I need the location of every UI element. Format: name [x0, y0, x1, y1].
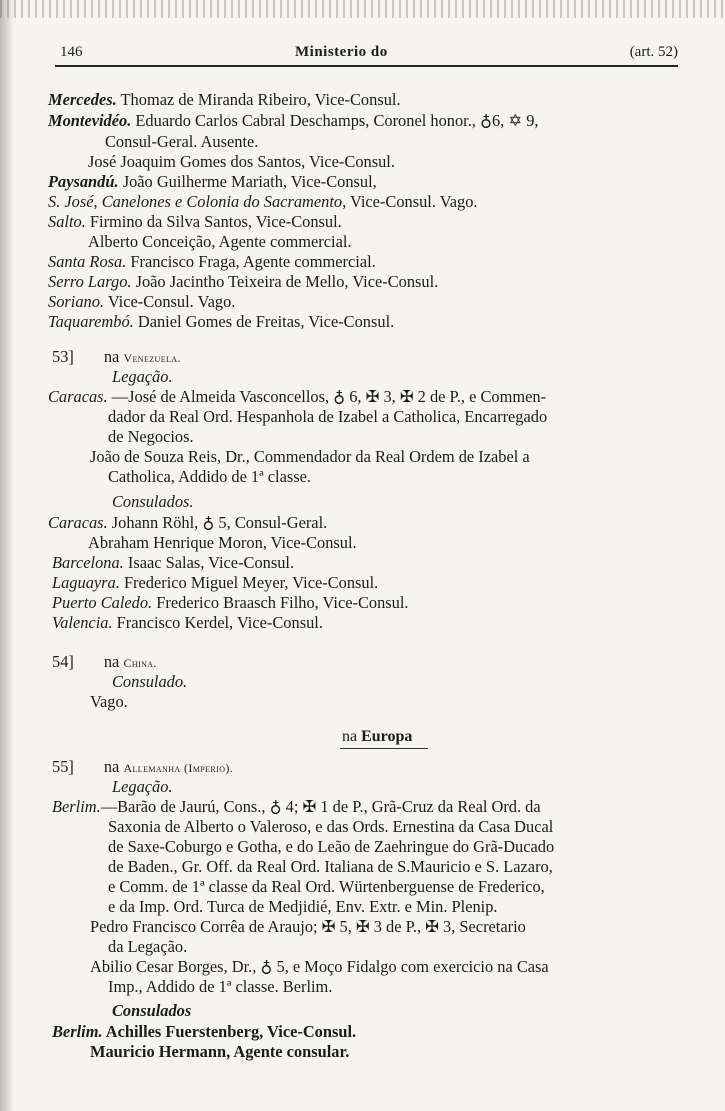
- entry-line: e Comm. de 1ª classe da Real Ord. Würtenberguense de Frederico,: [108, 877, 545, 896]
- subheading: Consulados: [112, 1001, 192, 1020]
- entry-line: da Legação.: [108, 937, 188, 956]
- entry-line: Catholica, Addido de 1ª classe.: [108, 467, 311, 486]
- print-noise-top: [0, 0, 725, 18]
- entry-line: Paysandú. João Guilherme Mariath, Vice-Consul,: [48, 172, 377, 191]
- entry-line: Serro Largo. João Jacintho Teixeira de Mello, Vice-Consul.: [48, 272, 439, 291]
- subheading: Legação.: [112, 367, 173, 386]
- entry-line: Puerto Caledo. Frederico Braasch Filho, Vice-Consul.: [52, 593, 409, 612]
- subheading: Legação.: [112, 777, 173, 796]
- entry-line: Laguayra. Frederico Miguel Meyer, Vice-Consul.: [52, 573, 379, 592]
- entry-line: João de Souza Reis, Dr., Commendador da Real Ordem de Izabel a: [90, 447, 530, 466]
- entry-line: de Negocios.: [108, 427, 194, 446]
- entry-line: Mercedes. Thomaz de Miranda Ribeiro, Vice-Consul.: [48, 90, 401, 109]
- entry-line: Mauricio Hermann, Agente consular.: [90, 1042, 350, 1061]
- entry-line: Salto. Firmino da Silva Santos, Vice-Consul.: [48, 212, 342, 231]
- entry-line: Vago.: [90, 692, 128, 711]
- entry-line: Pedro Francisco Corrêa de Araujo; ✠ 5, ✠ 3 de P., ✠ 3, Secretario: [90, 917, 526, 936]
- section-line: 53] na Venezuela.: [52, 347, 181, 366]
- entry-line: Berlim. Achilles Fuerstenberg, Vice-Consul.: [52, 1022, 357, 1041]
- entry-line: Caracas. Johann Röhl, ♁ 5, Consul-Geral.: [48, 513, 328, 532]
- entry-line: Abraham Henrique Moron, Vice-Consul.: [88, 533, 357, 552]
- entry-line: Caracas. —José de Almeida Vasconcellos, ♁ 6, ✠ 3, ✠ 2 de P., e Commen-: [48, 387, 547, 406]
- entry-line: Soriano. Vice-Consul. Vago.: [48, 292, 236, 311]
- entry-line: Imp., Addido de 1ª classe. Berlim.: [108, 977, 333, 996]
- page-header: [60, 44, 678, 64]
- entry-line: Consul-Geral. Ausente.: [105, 132, 259, 151]
- page-edge-shadow: [0, 0, 14, 1111]
- entry-line: dador da Real Ord. Hespanhola de Izabel a Catholica, Encarregado: [108, 407, 548, 426]
- section-line: 55] na Allemanha (Imperio).: [52, 757, 234, 776]
- entry-line: Berlim.—Barão de Jaurú, Cons., ♁ 4; ✠ 1 de P., Grã-Cruz da Real Ord. da: [52, 797, 541, 816]
- entry-line: Barcelona. Isaac Salas, Vice-Consul.: [52, 553, 295, 572]
- region-heading-rule: [340, 748, 428, 749]
- entry-line: S. José, Canelones e Colonia do Sacramento, Vice-Consul. Vago.: [48, 192, 478, 211]
- entry-line: de Baden., Gr. Off. da Real Ord. Italiana de S.Mauricio e S. Lazaro,: [108, 857, 553, 876]
- region-heading: na Europa: [342, 728, 413, 745]
- entry-line: Abilio Cesar Borges, Dr., ♁ 5, e Moço Fidalgo com exercicio na Casa: [90, 957, 549, 976]
- header-rule: [55, 65, 678, 67]
- entry-line: e da Imp. Ord. Turca de Medjidié, Env. Extr. e Min. Plenip.: [108, 897, 498, 916]
- entry-line: Montevidéo. Eduardo Carlos Cabral Deschamps, Coronel honor., ♁6, ✡ 9,: [48, 111, 539, 130]
- entry-line: Santa Rosa. Francisco Fraga, Agente commercial.: [48, 252, 376, 271]
- page-number: 146: [60, 44, 83, 60]
- entry-line: Valencia. Francisco Kerdel, Vice-Consul.: [52, 613, 323, 632]
- entry-line: Saxonia de Alberto o Valeroso, e das Ords. Ernestina da Casa Ducal: [108, 817, 554, 836]
- subheading: Consulados.: [112, 492, 194, 511]
- entry-line: Taquarembó. Daniel Gomes de Freitas, Vice-Consul.: [48, 312, 395, 331]
- subheading: Consulado.: [112, 672, 188, 691]
- entry-line: José Joaquim Gomes dos Santos, Vice-Consul.: [88, 152, 395, 171]
- entry-line: Alberto Conceição, Agente commercial.: [88, 232, 352, 251]
- running-title: Ministerio do: [295, 44, 388, 60]
- entry-line: de Saxe-Coburgo e Gotha, e do Leão de Zaehringue do Grã-Ducado: [108, 837, 555, 856]
- article-reference: (art. 52): [629, 44, 678, 60]
- section-line: 54] na China.: [52, 652, 157, 671]
